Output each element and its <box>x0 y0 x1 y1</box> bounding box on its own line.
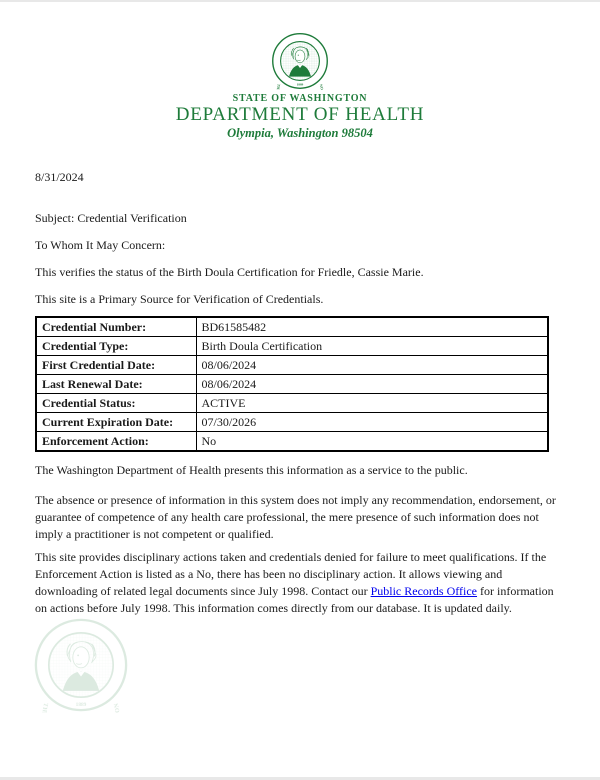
disciplinary-paragraph <box>35 549 567 617</box>
letter-date: 8/31/2024 <box>35 170 84 184</box>
washington-state-seal-icon <box>271 32 329 90</box>
field-label: Credential Status: <box>36 394 196 413</box>
field-value: BD61585482 <box>196 317 548 337</box>
letter-subject: Subject: Credential Verification <box>35 211 187 225</box>
field-label: Credential Number: <box>36 317 196 337</box>
disciplinary-text-before-link: This site provides disciplinary actions taken and credentials denied for failure to meet qualifications. If the Enforcement Action is listed as a No, there has been no disciplinary action. It allows viewing and downloading of related legal documents since July 1998. Contact our <box>35 550 547 598</box>
table-row <box>36 394 548 413</box>
page-edge-top <box>0 0 600 2</box>
credential-table <box>35 316 549 452</box>
department-address: Olympia, Washington 98504 <box>227 126 373 140</box>
primary-source-statement: This site is a Primary Source for Verification of Credentials. <box>35 292 324 306</box>
field-value: 07/30/2026 <box>196 413 548 432</box>
state-of-washington-line: STATE OF WASHINGTON <box>232 93 368 104</box>
field-label: Credential Type: <box>36 337 196 356</box>
disclaimer-paragraph: The absence or presence of information in this system does not imply any recommendation, endorsement, or guarantee of competence of any health care professional, the mere presence of such information does not imply a practitioner is not competent or qualified. <box>35 493 556 541</box>
service-statement: The Washington Department of Health presents this information as a service to the public. <box>35 463 468 477</box>
field-label: Current Expiration Date: <box>36 413 196 432</box>
watermark-seal-icon <box>33 617 129 713</box>
field-value: Birth Doula Certification <box>196 337 548 356</box>
verification-statement: This verifies the status of the Birth Doula Certification for Friedle, Cassie Marie. <box>35 265 424 279</box>
table-row <box>36 337 548 356</box>
department-of-health-title: DEPARTMENT OF HEALTH <box>175 104 425 125</box>
field-value: No <box>196 432 548 452</box>
letter-salutation: To Whom It May Concern: <box>35 238 166 252</box>
table-row <box>36 375 548 394</box>
table-row <box>36 356 548 375</box>
disciplinary-text-after-link: for information on actions before July 1998. This information comes directly from our database. It is updated daily. <box>35 584 554 615</box>
field-label: Last Renewal Date: <box>36 375 196 394</box>
public-records-office-link[interactable]: Public Records Office <box>370 584 478 598</box>
field-value: 08/06/2024 <box>196 356 548 375</box>
table-row <box>36 432 548 452</box>
field-label: First Credential Date: <box>36 356 196 375</box>
table-row <box>36 413 548 432</box>
field-value: 08/06/2024 <box>196 375 548 394</box>
field-value: ACTIVE <box>196 394 548 413</box>
field-label: Enforcement Action: <box>36 432 196 452</box>
table-row <box>36 317 548 337</box>
